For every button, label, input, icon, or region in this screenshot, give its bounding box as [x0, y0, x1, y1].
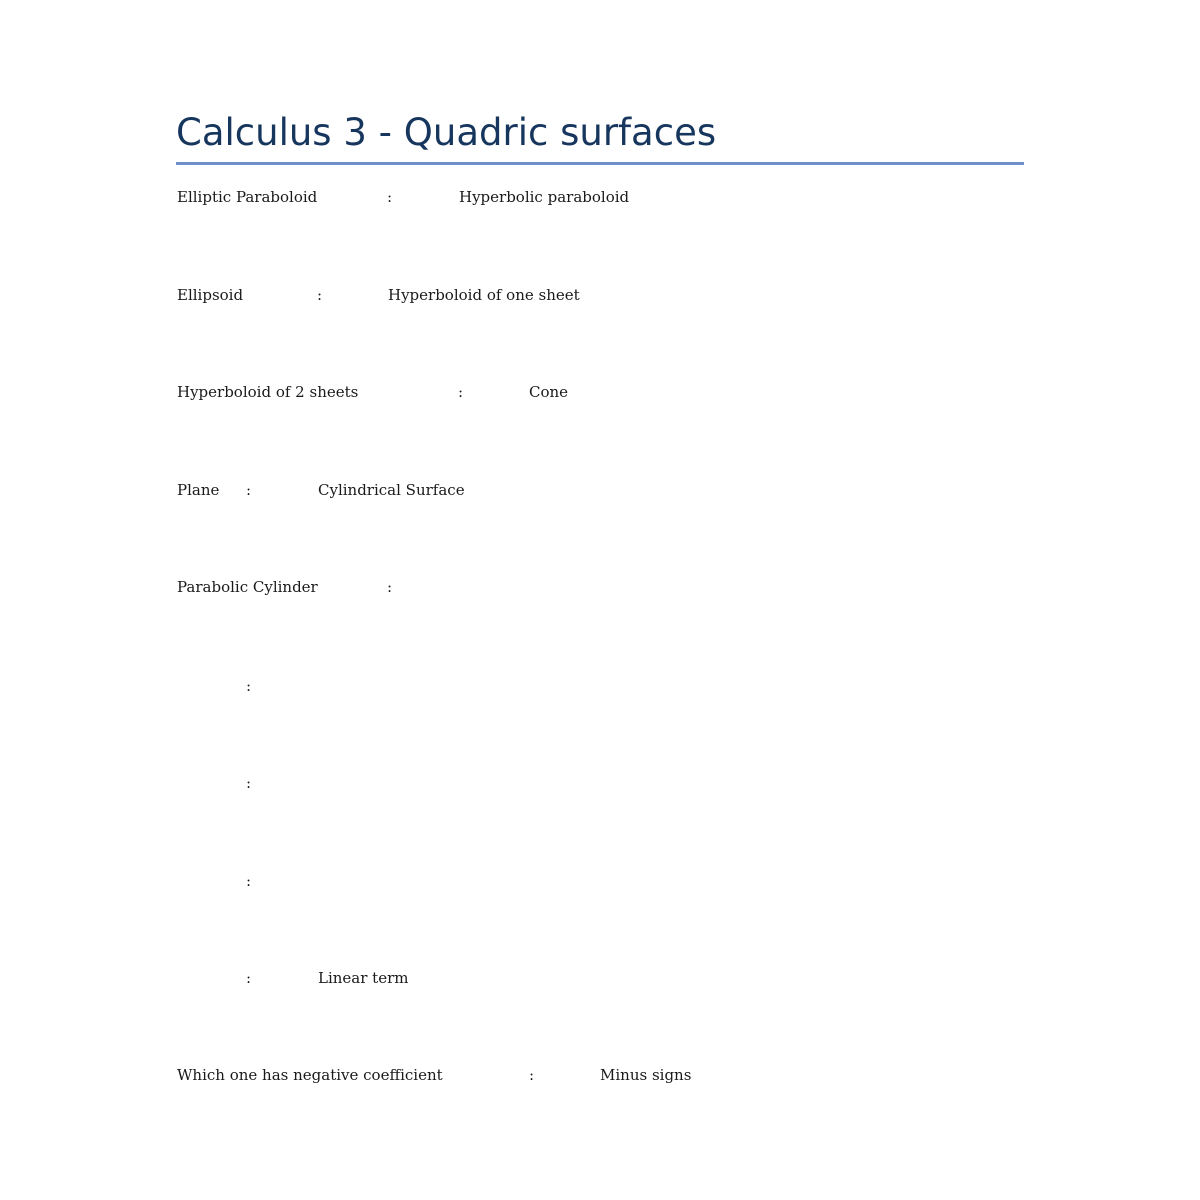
- term-right: Cylindrical Surface: [318, 481, 465, 499]
- term-separator: :: [387, 188, 393, 206]
- term-right: Hyperbolic paraboloid: [459, 188, 630, 206]
- term-separator: :: [387, 578, 393, 596]
- term-row: [0, 575, 1200, 599]
- term-right: Linear term: [318, 969, 409, 987]
- term-row: [0, 771, 1200, 795]
- term-separator: :: [246, 969, 252, 987]
- term-row: [0, 869, 1200, 893]
- term-row: [0, 674, 1200, 698]
- term-left: Which one has negative coefficient: [177, 1066, 443, 1084]
- title-underline: [176, 162, 1024, 165]
- term-separator: :: [458, 383, 464, 401]
- term-left: Plane: [177, 481, 220, 499]
- term-row: [0, 1063, 1200, 1087]
- term-row: [0, 283, 1200, 307]
- term-row: [0, 380, 1200, 404]
- page-title: Calculus 3 - Quadric surfaces: [176, 111, 717, 154]
- term-separator: :: [246, 481, 252, 499]
- term-separator: :: [246, 774, 252, 792]
- term-left: Ellipsoid: [177, 286, 244, 304]
- term-separator: :: [529, 1066, 535, 1084]
- term-row: [0, 185, 1200, 209]
- term-separator: :: [246, 677, 252, 695]
- term-separator: :: [246, 872, 252, 890]
- term-left: Parabolic Cylinder: [177, 578, 318, 596]
- term-row: [0, 966, 1200, 990]
- term-left: Elliptic Paraboloid: [177, 188, 318, 206]
- term-row: [0, 478, 1200, 502]
- term-right: Minus signs: [600, 1066, 692, 1084]
- term-right: Hyperboloid of one sheet: [388, 286, 580, 304]
- term-separator: :: [317, 286, 323, 304]
- term-left: Hyperboloid of 2 sheets: [177, 383, 359, 401]
- term-right: Cone: [529, 383, 569, 401]
